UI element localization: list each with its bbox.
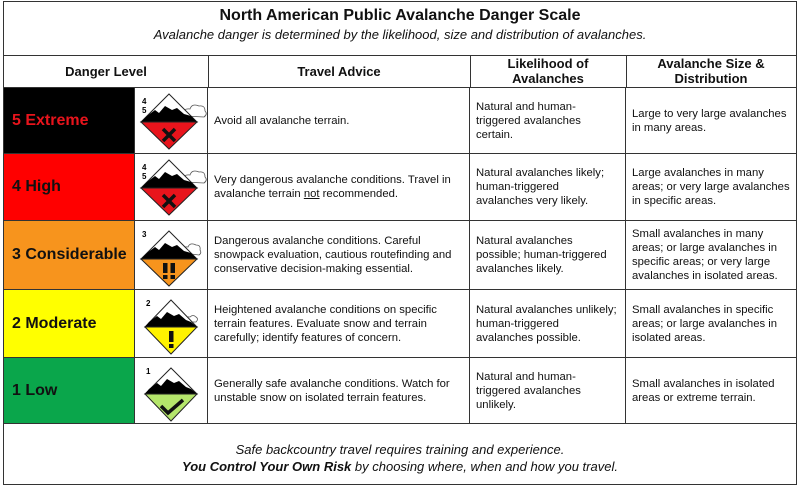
travel-advice: Avoid all avalanche terrain. (208, 88, 470, 153)
svg-text:2: 2 (146, 299, 151, 308)
table-row-considerable (4, 221, 796, 290)
footer-line-2: You Control Your Own Risk by choosing where, when and how you travel. (182, 459, 618, 474)
table-row-extreme (4, 88, 796, 154)
danger-level-label: 4 High (4, 154, 135, 220)
divider (626, 55, 627, 88)
travel-advice: Heightened avalanche conditions on specific terrain features. Evaluate snow and terrain carefully; identify features of concern. (208, 290, 470, 357)
danger-level-label: 3 Considerable (4, 221, 135, 289)
low-checkmark-icon (135, 358, 208, 423)
svg-text:3: 3 (142, 230, 147, 239)
high-x-icon (135, 154, 208, 220)
column-header-danger-level: Danger Level (4, 55, 208, 88)
table-row-high (4, 154, 796, 221)
danger-level-label: 5 Extreme (4, 88, 135, 153)
title-block (4, 2, 796, 56)
danger-scale-table (3, 1, 797, 485)
column-header-size: Avalanche Size & Distribution (626, 55, 796, 88)
likelihood: Natural and human-triggered avalanches certain. (470, 88, 626, 153)
size-distribution: Large to very large avalanches in many areas. (632, 107, 787, 134)
extreme-x-icon (135, 88, 208, 153)
size-distribution: Small avalanches in many areas; or large avalanches in specific areas; or very large avalanches in isolated areas. (632, 228, 778, 282)
column-header-travel-advice: Travel Advice (208, 55, 470, 88)
footer-emphasis: You Control Your Own Risk (182, 459, 352, 474)
table-row-moderate (4, 290, 796, 358)
emphasis-not: not (303, 188, 320, 200)
footer-line-1: Safe backcountry travel requires training and experience. (235, 442, 565, 457)
moderate-exclamation-icon (135, 290, 208, 357)
table-row-low (4, 358, 796, 424)
likelihood: Natural and human-triggered avalanches unlikely. (470, 358, 626, 423)
page-subtitle: Avalanche danger is determined by the likelihood, size and distribution of avalanches. (153, 27, 647, 42)
divider (470, 55, 471, 88)
danger-level-label: 1 Low (4, 358, 135, 423)
page-title: North American Public Avalanche Danger Scale (219, 7, 581, 24)
travel-advice: Very dangerous avalanche conditions. Travel in avalanche terrain not recommended. (208, 154, 470, 220)
size-distribution: Large avalanches in many areas; or very large avalanches in specific areas. (632, 167, 790, 207)
travel-advice: Dangerous avalanche conditions. Careful snowpack evaluation, cautious routefinding and conservative decision-making essential. (208, 221, 470, 289)
svg-text:4: 4 (142, 97, 147, 106)
svg-text:5: 5 (142, 106, 147, 115)
size-distribution: Small avalanches in specific areas; or large avalanches in isolated areas. (632, 303, 778, 344)
divider (208, 55, 209, 88)
likelihood: Natural avalanches likely; human-triggered avalanches very likely. (470, 154, 626, 220)
size-distribution: Small avalanches in isolated areas or extreme terrain. (632, 377, 775, 404)
likelihood: Natural avalanches unlikely; human-triggered avalanches possible. (470, 290, 626, 357)
svg-text:4: 4 (142, 163, 147, 172)
likelihood: Natural avalanches possible; human-triggered avalanches likely. (470, 221, 626, 289)
svg-text:5: 5 (142, 172, 147, 181)
considerable-double-exclamation-icon (135, 221, 208, 289)
travel-advice: Generally safe avalanche conditions. Watch for unstable snow on isolated terrain features. (208, 358, 470, 423)
footer-note (4, 424, 796, 484)
column-header-likelihood: Likelihood of Avalanches (470, 55, 626, 88)
svg-text:1: 1 (146, 367, 151, 376)
danger-level-label: 2 Moderate (4, 290, 135, 357)
